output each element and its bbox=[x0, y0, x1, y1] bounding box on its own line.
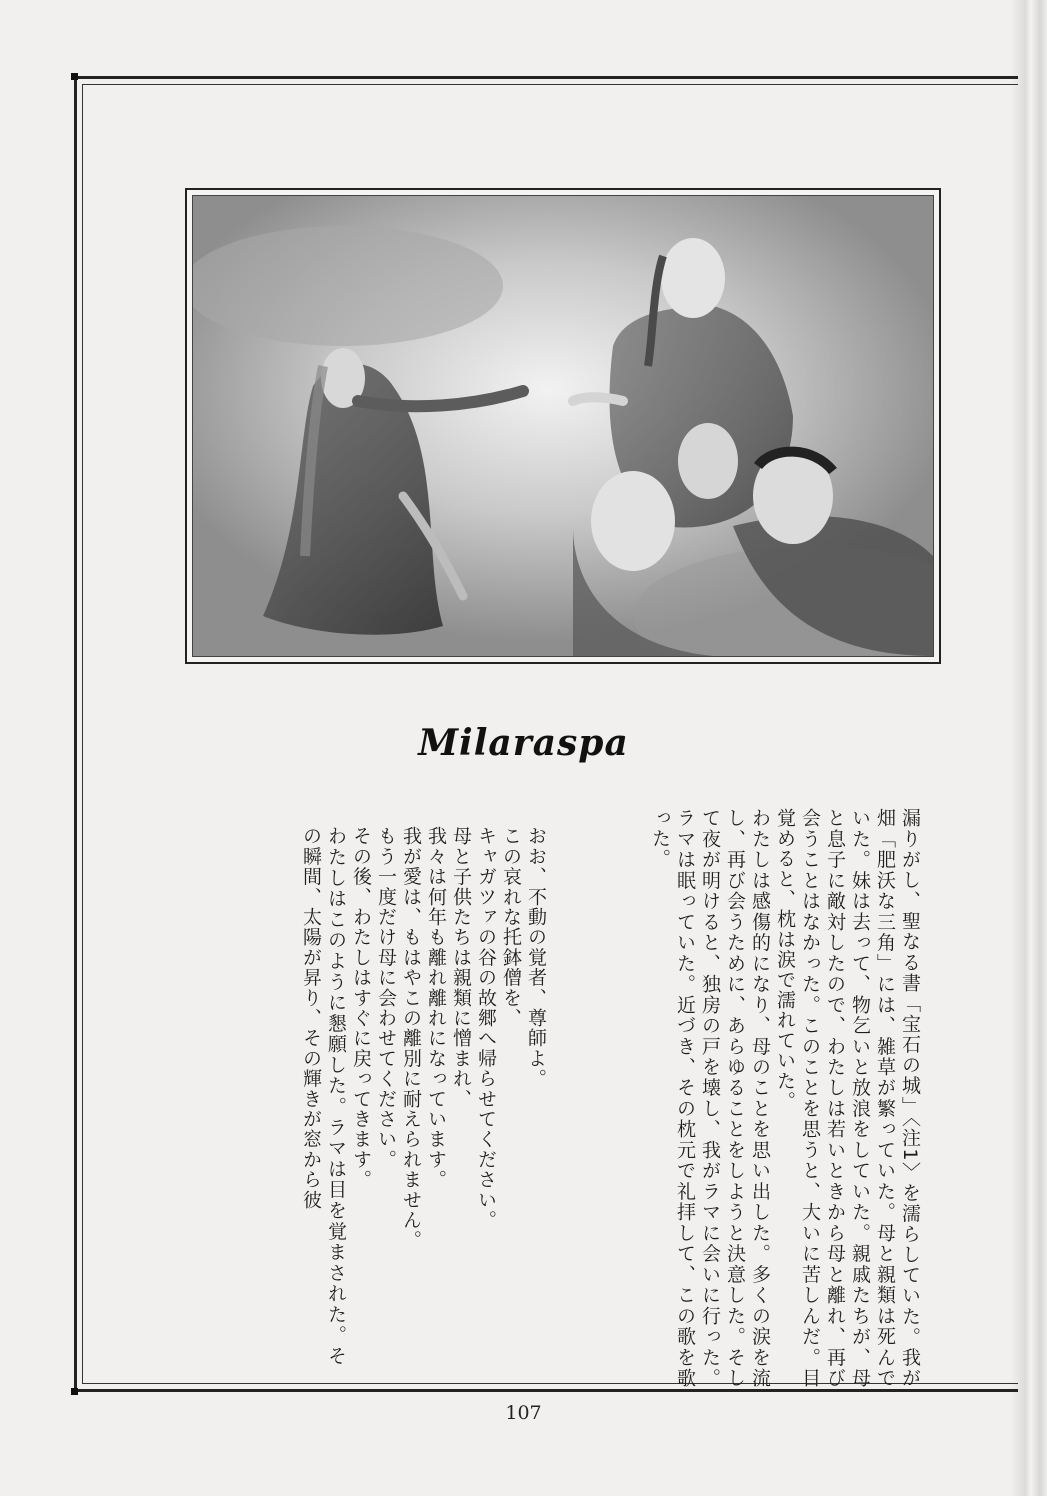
verse-line: 我が愛は、もはやこの離別に耐えられません。 bbox=[400, 826, 422, 1251]
frame-top-rule bbox=[74, 76, 1018, 79]
verse-line: もう一度だけ母に会わせてください。 bbox=[375, 826, 397, 1170]
page-number: 107 bbox=[505, 1402, 542, 1424]
illustration-panel bbox=[192, 195, 934, 657]
verse-line: その後、わたしはすぐに戻ってきます。 bbox=[350, 826, 372, 1190]
frame-top-inner-rule bbox=[82, 84, 1018, 85]
paragraph: 漏りがし、聖なる書「宝石の城」〈注1〉を濡らしていた。我が畑「肥沃な三角」には、雑草が繁っていた。母と親類は死んでいた。妹は去って、物乞いと放浪をしていた。親戚たちが、母と息子に敵対したので、わたしは若いときから母と離れ、再び会うことはなかった。このことを思うと、大いに苦しんだ。目覚めると、枕は涙で濡れていた。 bbox=[774, 808, 921, 1388]
frame-bottom-rule bbox=[74, 1389, 1018, 1392]
verse-line: キャガツァの谷の故郷へ帰らせてください。 bbox=[475, 826, 497, 1230]
frame-corner-top-left bbox=[71, 73, 78, 80]
closing-paragraph: わたしはこのように懇願した。ラマは目を覚まされた。その瞬間、太陽が昇り、その輝きが窓から彼 bbox=[300, 826, 347, 1366]
paragraph: わたしは感傷的になり、母のことを思い出した。多くの涙を流し、再び会うために、あらゆることをしようと決意した。そして夜が明けると、独房の戸を壊し、我がラマに会いに行った。ラマは眠っていた。近づき、その枕元で礼拝して、この歌を歌った。 bbox=[649, 808, 771, 1388]
verse-line: 我々は何年も離れ離れになっています。 bbox=[425, 826, 447, 1190]
right-text-column bbox=[562, 808, 922, 1388]
frame-corner-bottom-left bbox=[71, 1388, 78, 1395]
left-text-column bbox=[168, 826, 548, 1366]
verse-line: おお、不動の覚者、尊師よ。 bbox=[525, 826, 547, 1089]
illustration bbox=[185, 188, 941, 664]
page-title: Milaraspa bbox=[418, 722, 629, 764]
verse-line: この哀れな托鉢僧を、 bbox=[500, 826, 522, 1028]
illustration-scene-icon bbox=[193, 196, 933, 656]
song-verse bbox=[348, 826, 548, 1366]
verse-line: 母と子供たちは親類に憎まれ、 bbox=[450, 826, 472, 1109]
